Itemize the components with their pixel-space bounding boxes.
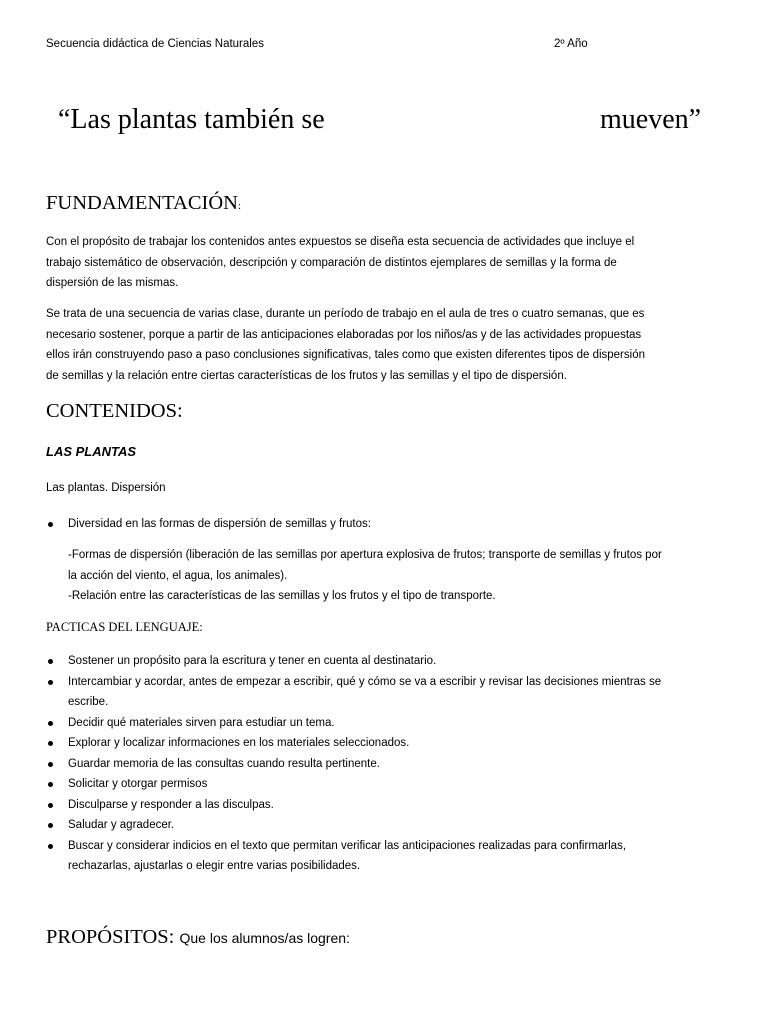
list-item [46,774,726,795]
paragraph-line: Se trata de una secuencia de varias clase, durante un período de trabajo en el aula de tres o cuatro semanas, que es [46,308,645,320]
list-item-text: Intercambiar y acordar, antes de empezar a escribir, qué y cómo se va a escribir y revisar las decisiones mientras se [68,675,662,688]
paragraph-line: necesario sostener, porque a partir de las anticipaciones elaboradas por los niños/as y de las actividades propuestas [46,328,642,341]
paragraph-line: trabajo sistemático de observación, descripción y comparación de distintos ejemplares de semillas y la forma de [46,256,617,269]
paragraph-line: Con el propósito de trabajar los contenidos antes expuestos se diseña esta secuencia de actividades que incluye el [46,236,635,248]
fundamentacion-paragraph-1 [46,232,718,294]
title-part-2: mueven” [600,104,702,135]
header-grade: 2º Año [554,38,588,50]
list-item-text: rechazarlas, ajustarlas o elegir entre varias posibilidades. [68,860,361,872]
heading-fundamentacion-text: FUNDAMENTACIÓN [46,192,238,214]
detail-line: la acción del viento, el agua, los animales). [68,569,288,582]
list-item-text: Buscar y considerar indicios en el texto que permitan verificar las anticipaciones realizadas para confirmarlas, [68,839,627,852]
paragraph-line: de semillas y la relación entre ciertas características de los frutos y las semillas y el tipo de dispersión. [46,369,567,382]
list-item-text: Saludar y agradecer. [68,819,175,831]
paragraph-line: ellos irán construyendo paso a paso conclusiones significativas, tales como que existen diferentes tipos de dispersión [46,349,645,361]
list-item-text: Sostener un propósito para la escritura y tener en cuenta al destinatario. [68,655,437,667]
heading-fundamentacion [46,192,241,215]
list-item [46,514,726,535]
list-item-text: Decidir qué materiales sirven para estudiar un tema. [68,716,335,729]
contenidos-details [68,545,662,607]
title-part-1: “Las plantas también se [58,104,325,135]
list-item-text: Diversidad en las formas de dispersión de semillas y frutos: [68,518,371,530]
list-item [46,651,726,672]
heading-fundamentacion-colon: : [237,200,242,212]
header-subject: Secuencia didáctica de Ciencias Naturales [46,38,264,50]
list-item-text: escribe. [68,696,109,708]
list-item [46,754,726,775]
list-item [46,713,726,734]
list-item [46,815,726,836]
propositos-subtitle: Que los alumnos/as logren: [179,930,350,946]
list-item-text: Disculparse y responder a las disculpas. [68,798,274,811]
heading-practicas-lenguaje: PACTICAS DEL LENGUAJE: [46,620,203,634]
fundamentacion-paragraph-2 [46,304,718,386]
heading-propositos-text: PROPÓSITOS: [46,926,175,948]
list-item [46,733,726,754]
detail-line: -Relación entre las características de las semillas y los frutos y el tipo de transporte. [68,590,496,602]
topic-dispersion: Las plantas. Dispersión [46,482,166,494]
contenidos-bullet-list [46,514,726,535]
list-item [46,672,726,713]
paragraph-line: dispersión de las mismas. [46,277,179,289]
list-item-text: Explorar y localizar informaciones en los materiales seleccionados. [68,737,410,749]
heading-contenidos: CONTENIDOS: [46,400,183,422]
list-item-text: Solicitar y otorgar permisos [68,778,208,790]
list-item [46,836,726,877]
list-item [46,795,726,816]
list-item-text: Guardar memoria de las consultas cuando resulta pertinente. [68,757,380,770]
practicas-bullet-list [46,651,726,877]
heading-propositos [46,926,350,949]
detail-line: -Formas de dispersión (liberación de las semillas por apertura explosiva de frutos; transporte de semillas y frutos por [68,549,662,561]
subheading-las-plantas: LAS PLANTAS [46,444,137,459]
